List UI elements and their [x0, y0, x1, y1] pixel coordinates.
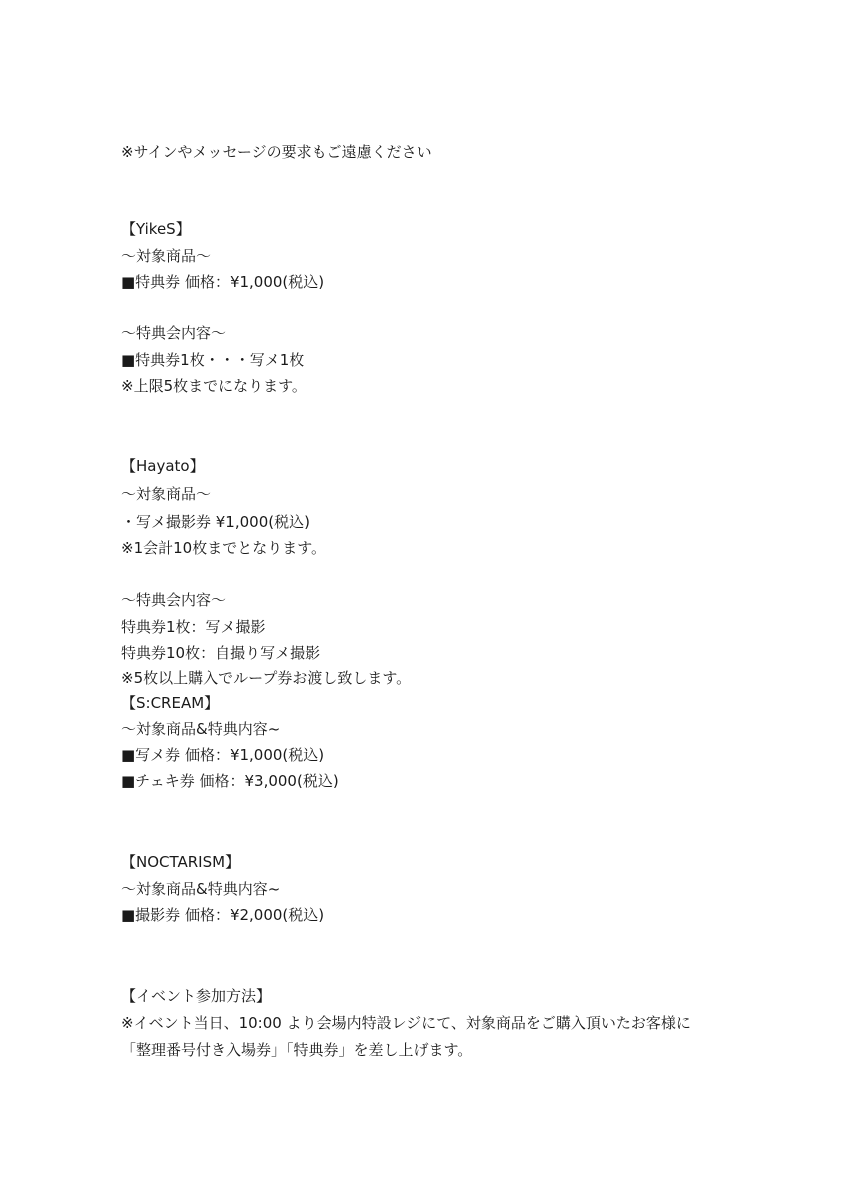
noctarism-item-1: ■撮影券 価格：¥2,000(税込): [121, 906, 325, 924]
scream-heading: 【S:CREAM】: [121, 694, 220, 712]
participation-heading: 【イベント参加方法】: [121, 987, 272, 1005]
hayato-benefit-2: 特典券10枚：自撮り写メ撮影: [121, 644, 321, 662]
hayato-benefit-title: 〜特典会内容〜: [121, 591, 227, 609]
notice-text: ※サインやメッセージの要求もご遠慮ください: [121, 143, 432, 161]
scream-item-1: ■写メ券 価格：¥1,000(税込): [121, 746, 325, 764]
scream-item-2: ■チェキ券 価格：¥3,000(税込): [121, 772, 339, 790]
yikes-items-title: 〜対象商品〜: [121, 247, 212, 265]
noctarism-heading: 【NOCTARISM】: [121, 853, 241, 871]
participation-line-2: 「整理番号付き入場券」「特典券」を差し上げます。: [121, 1041, 473, 1059]
hayato-items-title: 〜対象商品〜: [121, 485, 212, 503]
scream-items-title: 〜対象商品&特典内容~: [121, 720, 281, 738]
yikes-heading: 【YikeS】: [121, 220, 191, 238]
hayato-limit: ※1会計10枚までとなります。: [121, 539, 326, 557]
participation-line-1: ※イベント当日、10:00 より会場内特設レジにて、対象商品をご購入頂いたお客様に: [121, 1014, 691, 1032]
hayato-item-1: ・写メ撮影券 ¥1,000(税込): [121, 513, 310, 531]
yikes-limit: ※上限5枚までになります。: [121, 377, 307, 395]
hayato-benefit-1: 特典券1枚：写メ撮影: [121, 618, 266, 636]
yikes-benefit-1: ■特典券1枚・・・写メ1枚: [121, 351, 305, 369]
hayato-note: ※5枚以上購入でループ券お渡し致します。: [121, 669, 412, 687]
yikes-item-1: ■特典券 価格：¥1,000(税込): [121, 273, 325, 291]
yikes-benefit-title: 〜特典会内容〜: [121, 324, 227, 342]
hayato-heading: 【Hayato】: [121, 457, 205, 475]
noctarism-items-title: 〜対象商品&特典内容~: [121, 880, 281, 898]
